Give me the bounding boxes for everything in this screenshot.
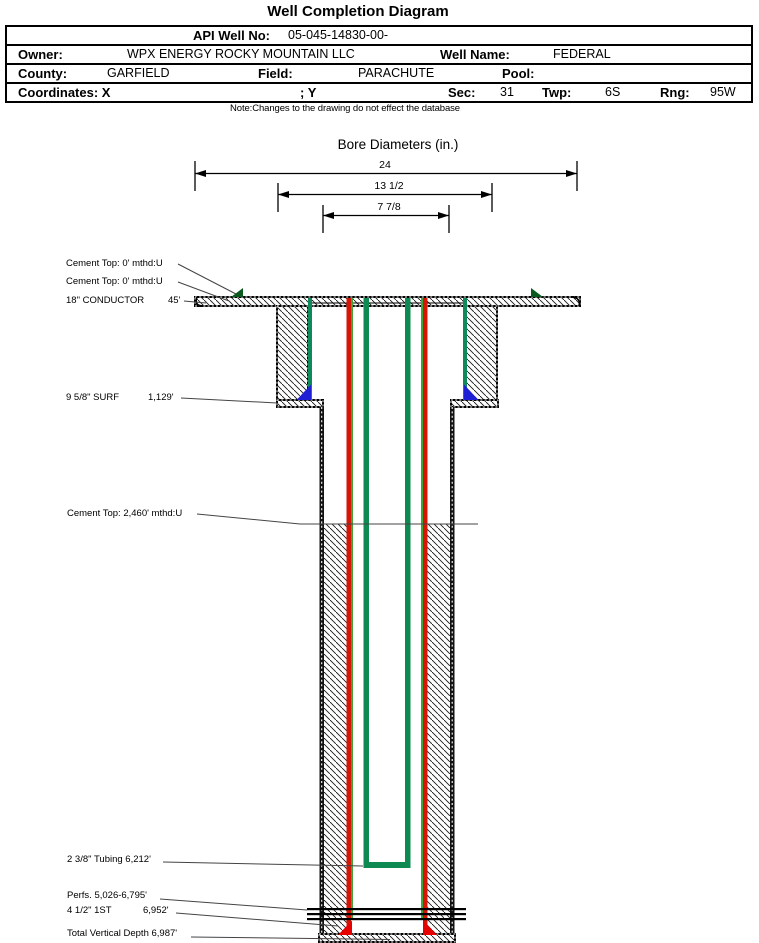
twp-label: Twp: [542,85,572,100]
owner-label: Owner: [18,47,63,62]
coordinates-y-label: ; Y [300,85,317,100]
leader-cement-top-3 [197,514,478,524]
production-casing-right [423,298,428,935]
production-cement-right [428,525,451,935]
cement-top-2-label: Cement Top: 0' mthd:U [66,276,163,287]
bore-24-arrowhead-left [195,170,206,177]
production-casing-depth: 6,952' [143,905,169,916]
well-name-label: Well Name: [440,47,510,62]
leader-surface-casing [181,398,277,403]
bore-diameter-24-label: 24 [379,159,391,171]
field-label: Field: [258,66,293,81]
api-label: API Well No: [192,28,270,43]
bore-7-78-arrowhead-left [323,212,334,219]
surface-shoe-ledge-left [277,400,323,407]
surface-casing-left [308,298,312,400]
leader-perfs [160,899,307,910]
bore-24-arrowhead-right [566,170,577,177]
perfs-label: Perfs. 5,026-6,795' [67,890,147,901]
tvd-label: Total Vertical Depth 6,987' [67,928,178,939]
county-label: County: [18,66,68,81]
tubing-label: 2 3/8" Tubing 6,212' [67,854,151,865]
bore-7-78-arrowhead-right [438,212,449,219]
conductor-cement-bar [195,297,580,306]
county-value: GARFIELD [107,66,170,80]
surface-casing-depth: 1,129' [148,392,174,403]
well-name-value: FEDERAL [553,47,611,61]
field-value: PARACHUTE [358,66,435,80]
rng-label: Rng: [660,85,690,100]
rng-value: 95W [710,85,736,99]
bore-13half-arrowhead-left [278,191,289,198]
sec-label: Sec: [448,85,476,100]
bottom-plug-bar [319,934,455,942]
surface-casing-label: 9 5/8" SURF [66,392,120,403]
production-cement-left [324,525,347,935]
sec-value: 31 [500,85,514,99]
bore-diameter-13half-label: 13 1/2 [374,180,404,192]
tubing-left [364,298,370,868]
twp-value: 6S [605,85,621,99]
surface-casing-right [463,298,467,400]
production-casing-left-inner-edge [351,298,353,920]
bore-diameter-7-78-label: 7 7/8 [377,201,401,213]
page-title: Well Completion Diagram [267,3,449,20]
perforation-line-1 [307,908,466,910]
leader-cement-top-1 [178,264,236,294]
conductor-label: 18" CONDUCTOR [66,295,145,306]
owner-value: WPX ENERGY ROCKY MOUNTAIN LLC [127,47,355,61]
perforation-line-3 [307,918,466,920]
perforation-line-2 [307,913,466,915]
conductor-depth: 45' [168,295,181,306]
database-note: Note:Changes to the drawing do not effect the database [230,103,460,114]
bore-diameters-scale [195,137,577,233]
production-casing-left [347,298,352,935]
surface-cement-left [277,306,308,400]
cement-top-marker-right-icon [531,288,543,297]
surface-cement-right [466,306,497,400]
coordinates-label: Coordinates: X [18,85,111,100]
production-casing-label: 4 1/2" 1ST [67,905,112,916]
tubing-right [405,298,411,868]
tubing-bottom [364,862,411,868]
production-casing-right-inner-edge [421,298,423,920]
pool-label: Pool: [502,66,535,81]
cement-top-3-label: Cement Top: 2,460' mthd:U [67,508,183,519]
cement-top-1-label: Cement Top: 0' mthd:U [66,258,163,269]
api-value: 05-045-14830-00- [288,28,389,42]
bore-13half-arrowhead-right [481,191,492,198]
bore-diameters-title: Bore Diameters (in.) [337,137,459,152]
surface-shoe-ledge-right [451,400,498,407]
